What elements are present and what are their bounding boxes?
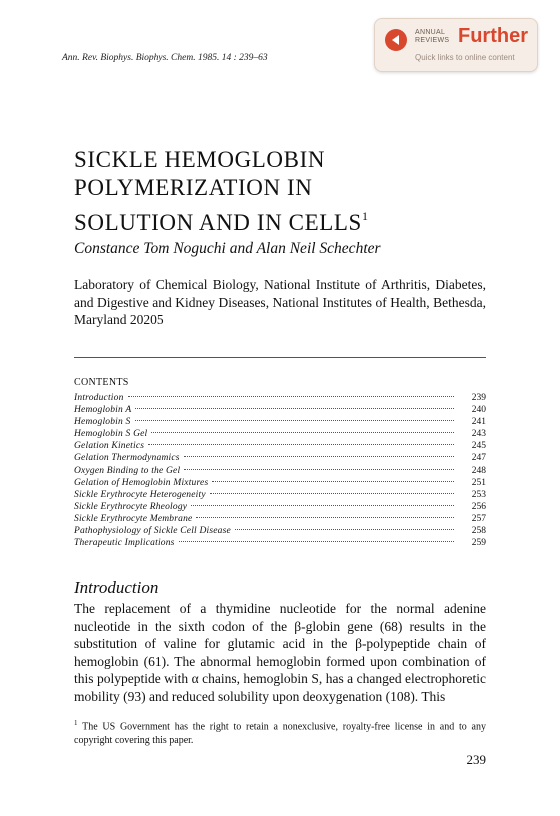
- annual-reviews-logo-text: [415, 29, 449, 45]
- toc-leader: [151, 432, 454, 433]
- toc-item-erythrocyte-membrane[interactable]: [74, 513, 486, 525]
- toc-page: 241: [471, 417, 486, 428]
- annual-text: ANNUAL: [415, 29, 446, 36]
- toc-page: 253: [471, 489, 486, 500]
- banner-tagline: Quick links to online content: [415, 53, 515, 62]
- toc-title: Hemoglobin S Gel: [74, 429, 148, 440]
- toc-title: Therapeutic Implications: [74, 538, 175, 549]
- toc-item-introduction[interactable]: [74, 392, 486, 404]
- toc-title: Sickle Erythrocyte Heterogeneity: [74, 489, 206, 500]
- toc-page: 240: [471, 405, 486, 416]
- toc-page: 239: [471, 393, 486, 403]
- toc-leader: [191, 505, 454, 506]
- further-brand: Further: [458, 25, 528, 47]
- toc-title: Hemoglobin A: [74, 405, 132, 416]
- title-footnote-mark: 1: [361, 209, 368, 223]
- toc-leader: [135, 420, 455, 421]
- toc-leader: [184, 456, 454, 457]
- toc-title: Introduction: [74, 393, 124, 403]
- toc-page: 256: [471, 501, 486, 512]
- toc-item-gelation-kinetics[interactable]: [74, 440, 486, 452]
- page-number: 239: [466, 752, 486, 767]
- further-links-banner[interactable]: [374, 18, 538, 72]
- body-paragraph: The replacement of a thymidine nucleotide for the normal adenine nucleotide in the sixth codon of the β-globin gene (68) results in the substitution of valine for glutamic acid in the β-polypeptide chain of hemoglobin (61). The abnormal hemoglobin formed upon combination of this polypeptide with α chains, hemoglobin S, has a changed electrophoretic mobility (93) and reduced solubility upon deoxygenation (108). This: [74, 601, 486, 704]
- toc-title: Gelation of Hemoglobin Mixtures: [74, 477, 209, 488]
- toc-item-hemoglobin-s[interactable]: [74, 416, 486, 428]
- toc-page: 248: [471, 465, 486, 476]
- article-title: [74, 146, 368, 237]
- toc-item-therapeutic-implications[interactable]: [74, 537, 486, 549]
- toc-page: 245: [471, 441, 486, 452]
- contents-heading: CONTENTS: [74, 377, 129, 388]
- toc-item-erythrocyte-rheology[interactable]: [74, 501, 486, 513]
- toc-page: 257: [471, 513, 486, 524]
- toc-title: Pathophysiology of Sickle Cell Disease: [74, 526, 231, 537]
- toc-title: Oxygen Binding to the Gel: [74, 465, 181, 476]
- toc-leader: [184, 469, 454, 470]
- toc-page: 243: [471, 429, 486, 440]
- footnote-text: The US Government has the right to retain a nonexclusive, royalty-free license in and to any copyright covering this paper.: [74, 721, 486, 747]
- toc-title: Hemoglobin S: [74, 417, 131, 428]
- toc-title: Sickle Erythrocyte Membrane: [74, 513, 193, 524]
- authors: Constance Tom Noguchi and Alan Neil Schechter: [74, 240, 381, 257]
- toc-item-hemoglobin-a[interactable]: [74, 404, 486, 416]
- toc-leader: [235, 529, 454, 530]
- toc-title: Sickle Erythrocyte Rheology: [74, 501, 188, 512]
- play-back-icon: [385, 29, 407, 51]
- toc-page: 247: [471, 453, 486, 464]
- title-line: POLYMERIZATION IN: [74, 175, 313, 200]
- toc-title: Gelation Thermodynamics: [74, 453, 180, 464]
- divider: [74, 357, 486, 358]
- toc-item-gelation-mixtures[interactable]: [74, 477, 486, 489]
- toc-item-erythrocyte-heterogeneity[interactable]: [74, 489, 486, 501]
- toc-leader: [212, 481, 454, 482]
- section-heading-introduction: Introduction: [74, 578, 159, 597]
- toc-page: 259: [471, 538, 486, 549]
- title-line: SOLUTION AND IN CELLS: [74, 210, 362, 235]
- toc-item-hemoglobin-s-gel[interactable]: [74, 428, 486, 440]
- toc-leader: [148, 444, 454, 445]
- affiliation: Laboratory of Chemical Biology, National Institute of Arthritis, Diabetes, and Digestive and Kidney Diseases, National Institutes of Health, Bethesda, Maryland 20205: [74, 277, 486, 327]
- toc-leader: [128, 396, 454, 397]
- title-line: SICKLE HEMOGLOBIN: [74, 147, 326, 172]
- toc-leader: [179, 541, 454, 542]
- footnote: [74, 716, 486, 748]
- toc-leader: [210, 493, 454, 494]
- toc-page: 251: [471, 477, 486, 488]
- toc-item-oxygen-binding[interactable]: [74, 465, 486, 477]
- journal-citation: Ann. Rev. Biophys. Biophys. Chem. 1985. 14 : 239–63: [62, 53, 268, 63]
- footnote-mark: 1: [74, 719, 78, 727]
- toc-item-pathophysiology[interactable]: [74, 525, 486, 537]
- table-of-contents: [74, 392, 486, 549]
- toc-title: Gelation Kinetics: [74, 441, 145, 452]
- toc-leader: [196, 517, 454, 518]
- toc-page: 258: [471, 526, 486, 537]
- reviews-text: REVIEWS: [415, 37, 450, 44]
- toc-item-gelation-thermodynamics[interactable]: [74, 452, 486, 464]
- toc-leader: [135, 408, 454, 409]
